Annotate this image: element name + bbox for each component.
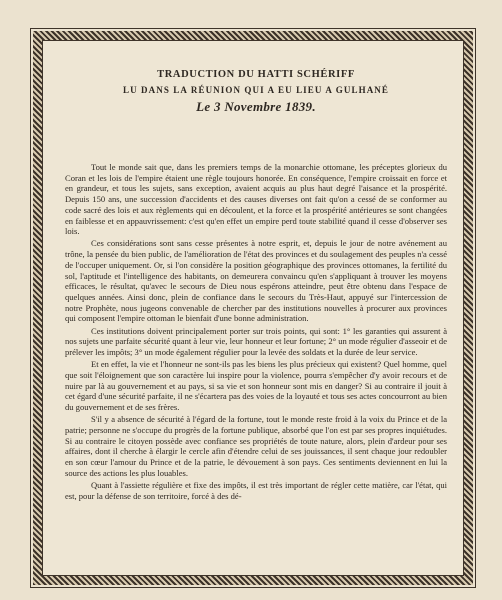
paragraph: Quant à l'assiette régulière et fixe des impôts, il est très important de régler cette matière, car l'état, qui est, pour la défense de son territoire, forcé à des dé- (65, 479, 447, 501)
paragraph: Ces institutions doivent principalement porter sur trois points, qui sont: 1° les garanties qui assurent à nos sujets une parfaite sécurité quant à leur vie, leur honneur et leur fortune; 2° un mode régulier d'asseoir et de prélever les impôts; 3° un mode également régulier pour la levée des soldats et la durée de leur service. (65, 325, 447, 357)
document-subtitle: LU DANS LA RÉUNION QUI A EU LIEU A GULHANÉ (123, 85, 389, 95)
ornamental-border-band (33, 31, 473, 585)
document-body (65, 162, 447, 501)
document-content (65, 69, 447, 503)
paragraph: Tout le monde sait que, dans les premiers temps de la monarchie ottomane, les préceptes glorieux du Coran et les lois de l'empire étaient une règle toujours honorée. En conséquence, l'empire croissait en force et en grandeur, et tous les sujets, sans exception, avaient acquis au plus haut degré l'aisance et la prospérité. Depuis 150 ans, une succession d'accidents et des causes diverses ont fait qu'on a cessé de se conformer au code sacré des lois et aux règlements qui en découlent, et la force et la prospérité antérieures se sont changées en faiblesse et en appauvrissement: c'est qu'en effet un empire perd toute stabilité quand il cesse d'observer ses lois. (65, 162, 447, 237)
text-panel (42, 40, 464, 576)
paragraph: Et en effet, la vie et l'honneur ne sont-ils pas les biens les plus précieux qui existent? Quel homme, quel que soit l'éloignement que son caractère lui inspire pour la violence, pourra s'empêcher d'y avoir recours et de nuire par là au gouvernement et au pays, si sa vie et son honneur sont mis en danger? Si au contraire il jouit à cet égard d'une sécurité parfaite, il ne s'écartera pas des voies de la loyauté et tous ses actes concourront au bien du gouvernement et de ses frères. (65, 359, 447, 412)
paragraph: S'il y a absence de sécurité à l'égard de la fortune, tout le monde reste froid à la voix du Prince et de la patrie; personne ne s'occupe du progrès de la fortune publique, absorbé que l'on est par ses propres inquiétudes. Si au contraire le citoyen possède avec confiance ses propriétés de toute nature, alors, plein d'ardeur pour ses affaires, dont il cherche à élargir le cercle afin d'étendre celui de ses jouissances, il sent chaque jour redoubler en son cœur l'amour du Prince et de la patrie, le dévouement à son pays. Ces sentiments deviennent en lui la source des actions les plus louables. (65, 414, 447, 478)
paragraph: Ces considérations sont sans cesse présentes à notre esprit, et, depuis le jour de notre avénement au trône, la pensée du bien public, de l'amélioration de l'état des provinces et du soulagement des peuples n'a cessé de l'occuper uniquement. Or, si l'on considère la position géographique des provinces ottomanes, la fertilité du sol, l'aptitude et l'intelligence des habitants, on demeurera convaincu qu'en s'appliquant à trouver les moyens efficaces, le résultat, qu'avec le secours de Dieu nous espérons atteindre, peut être obtenu dans l'espace de quelques années. Ainsi donc, plein de confiance dans le secours du Très-Haut, appuyé sur l'intercession de notre Prophète, nous jugeons convenable de chercher par des institutions nouvelles à procurer aux provinces qui composent l'empire ottoman le bienfait d'une bonne administration. (65, 238, 447, 324)
document-title: TRADUCTION DU HATTI SCHÉRIFF (157, 69, 355, 80)
ornamental-border (30, 28, 476, 588)
document-date: Le 3 Novembre 1839. (196, 99, 316, 114)
